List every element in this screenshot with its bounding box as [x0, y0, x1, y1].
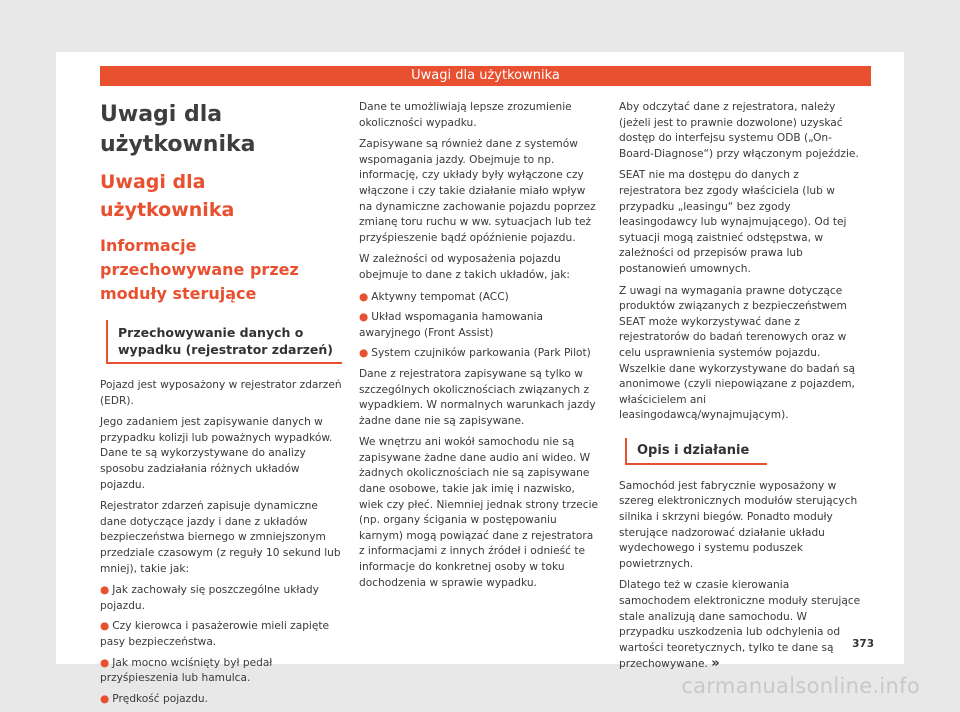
continue-arrow-icon: » [711, 656, 720, 672]
list-item-text: Aktywny tempomat (ACC) [371, 290, 509, 303]
bullet-icon: ● [100, 692, 110, 705]
watermark: carmanualsonline.info [681, 674, 920, 698]
subsection-heading-edr: Przechowywanie danych o wypadku (rejestrator zdarzeń) [106, 320, 342, 364]
paragraph: Rejestrator zdarzeń zapisuje dynamiczne dane dotyczące jazdy i dane z układów bezpieczeństwa biernego w zmniejszonym przedziale czasowym (z reguły 10 sekund lub mniej), takie jak: [100, 500, 341, 575]
paragraph: Zapisywane są również dane z systemów wspomagania jazdy. Obejmuje to np. informację, czy układy były wyłączone czy włączone i czy takie działanie miało wpływ na dynamiczne zachowanie pojazdu poprzez zmianę toru ruchu w ww. sytuacjach lub też przyśpieszenie bądź opóźnienie pojazdu. [359, 138, 596, 244]
list-item [359, 346, 599, 362]
column-2 [359, 100, 599, 597]
list-item [359, 290, 599, 306]
bullet-icon: ● [359, 311, 369, 324]
bullet-icon: ● [359, 290, 369, 303]
bullet-icon: ● [359, 347, 369, 360]
paragraph: Aby odczytać dane z rejestratora, należy (jeżeli jest to prawnie dozwolone) uzyskać dostęp do interfejsu systemu ODB („On-Board-Diagnose“) przy włączonym pojeździe. [619, 101, 859, 160]
running-header: Uwagi dla użytkownika [100, 66, 871, 86]
paragraph: Pojazd jest wyposażony w rejestrator zdarzeń (EDR). [100, 379, 342, 407]
list-item [100, 583, 342, 614]
paragraph [619, 578, 861, 673]
paragraph-text: Dlatego też w czasie kierowania samochodem elektroniczne moduły sterujące stale analizują dane samochodu. W przypadku uszkodzenia lub odchylenia od wartości teoretycznych, tylko te dane są przechowywane. [619, 579, 861, 671]
list-item-text: Prędkość pojazdu. [112, 692, 209, 705]
list-item [100, 692, 342, 708]
paragraph: Samochód jest fabrycznie wyposażony w szereg elektronicznych modułów sterujących silnika i skrzyni biegów. Ponadto moduły sterujące nadzorować działanie układu wydechowego i systemu poduszek powietrznych. [619, 479, 858, 570]
list-item-text: Jak zachowały się poszczególne układy pojazdu. [100, 584, 319, 612]
list-item [100, 656, 342, 687]
chapter-heading: Uwagi dla użytkownika [100, 171, 235, 221]
bullet-icon: ● [100, 656, 110, 669]
paragraph: Dane te umożliwiają lepsze zrozumienie okoliczności wypadku. [359, 101, 572, 129]
column-1 [100, 100, 342, 712]
list-item [100, 619, 342, 650]
column-3 [619, 100, 861, 679]
paragraph: Dane z rejestratora zapisywane są tylko w szczególnych okolicznościach związanych z wypadkiem. W normalnych warunkach jazdy żadne dane nie są zapisywane. [359, 367, 596, 427]
paragraph: W zależności od wyposażenia pojazdu obejmuje to dane z takich układów, jak: [359, 253, 571, 281]
page-title: Uwagi dla użytkownika [100, 102, 256, 157]
paragraph: We wnętrzu ani wokół samochodu nie są zapisywane żadne dane audio ani wideo. W żadnych okolicznościach nie są zapisywane dane osobowe, takie jak imię i nazwisko, wiek czy płeć. Niemniej jednak strony trzecie (np. organy ścigania w postępowaniu karnym) mogą powiązać dane z rejestratora z informacjami z innych źródeł i odnieść te informacje do konkretnej osoby w toku dochodzenia w sprawie wypadku. [359, 436, 599, 589]
paragraph: Jego zadaniem jest zapisywanie danych w przypadku kolizji lub poważnych wypadków. Dane te są wykorzystywane do analizy sposobu zadziałania różnych układów pojazdu. [100, 416, 333, 491]
list-item-text: Czy kierowca i pasażerowie mieli zapięte pasy bezpieczeństwa. [100, 620, 330, 648]
paragraph: SEAT nie ma dostępu do danych z rejestratora bez zgody właściciela (lub w przypadku „leasingu“ bez zgody leasingodawcy lub wynajmującego). Od tej sytuacji mogą zaistnieć odstępstwa, w zależności od przepisów prawa lub postanowień umownych. [619, 169, 847, 275]
paragraph: Z uwagi na wymagania prawne dotyczące produktów związanych z bezpieczeństwem SEAT może wykorzystywać dane z rejestratorów do badań terenowych oraz w celu usprawnienia systemów pojazdu. Wszelkie dane wykorzystywane do badań są anonimowe (czyli niepowiązane z pojazdem, właścicielem ani leasingodawcą/wynajmującym). [619, 284, 855, 422]
section-heading: Informacje przechowywane przez moduły sterujące [100, 236, 299, 303]
bullet-icon: ● [100, 584, 110, 597]
bullet-icon: ● [100, 620, 110, 633]
list-item-text: Układ wspomagania hamowania awaryjnego (Front Assist) [359, 311, 543, 339]
list-item [359, 310, 599, 341]
list-item-text: System czujników parkowania (Park Pilot) [371, 347, 591, 360]
list-item-text: Jak mocno wciśnięty był pedał przyśpieszenia lub hamulca. [100, 656, 273, 685]
subsection-heading-description: Opis i działanie [625, 438, 767, 465]
page-number: 373 [852, 638, 874, 650]
